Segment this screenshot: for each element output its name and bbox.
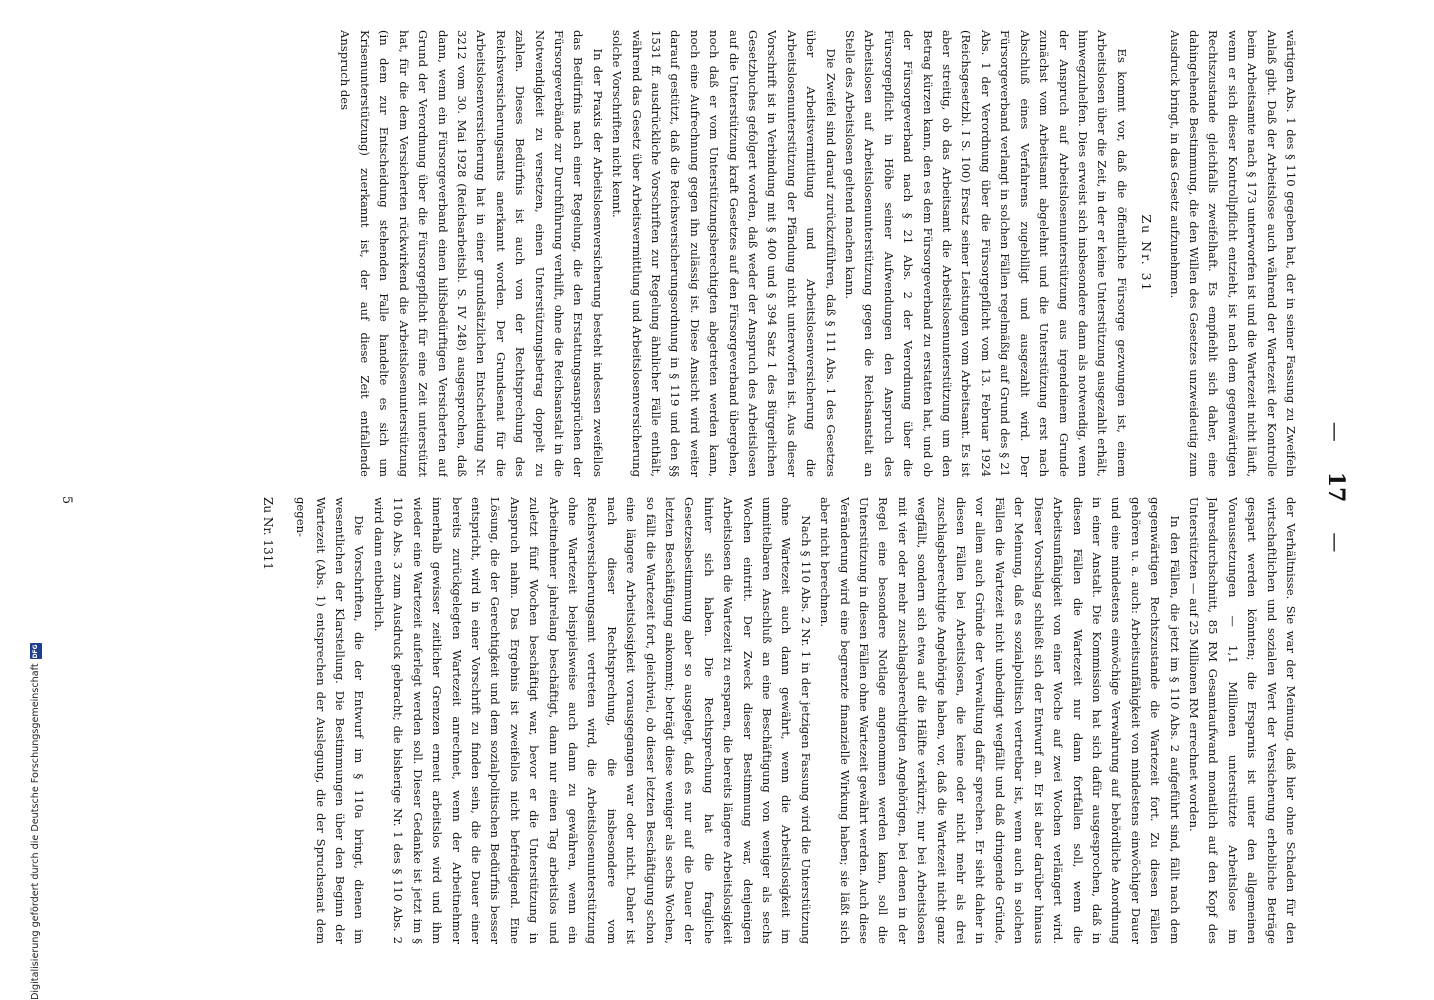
- paragraph: Die Vorschriften, die der Entwurf im § 110a bringt, dienen im wesentlichen der Klarstellung. Die Bestimmungen über den Beginn der Wartezeit (Abs. 1) entsprechen der Auslegung, die der Spruchsenat dem gegen-: [294, 497, 367, 944]
- paragraph: Nach § 110 Abs. 2 Nr. 1 in der jetzigen Fassung wird die Unterstützung ohne Wartezeit auch dann gewährt, wenn die Arbeitslosigkeit im unmittelbaren Anschluß an eine Beschäftigung von weniger als sechs Wochen eintritt. Der Zweck dieser Bestimmung war, denjenigen Arbeitslosen die Wartezeit zu ersparen, die bereits längere Arbeitslosigkeit hinter sich haben. Die Rechtsprechung hat die fragliche Gesetzesbestimmung aber so ausgelegt, daß es nur auf die Dauer der letzten Beschäftigung ankommt; beträgt diese weniger als sechs Wochen, so fällt die Wartezeit fort, gleichviel, ob dieser letzten Beschäftigung schon eine längere Arbeitslosigkeit vorausgegangen war oder nicht. Daher ist nach dieser Rechtsprechung, die insbesondere vom Reichsversicherungsamt vertreten wird, die Arbeitslosenunterstützung ohne Wartezeit beispielsweise auch dann zu gewähren, wenn ein Arbeitnehmer jahrelang beschäftigt, dann nur einen Tag arbeitslos und zuletzt fünf Wochen beschäftigt war, bevor er die Unterstützung in Anspruch nahm. Das Ergebnis ist zweifellos nicht befriedigend. Eine Lösung, die der Gerechtigkeit und dem sozialpolitischen Bedürfnis besser entspricht, wird in einer Vorschrift zu finden sein, die die Dauer einer bereits zurückgelegten Wartezeit anrechnet, wenn der Arbeitnehmer innerhalb gewisser zeitlicher Grenzen erneut arbeitslos wird und ihm wieder eine Wartezeit auferlegt werden soll. Dieser Gedanke ist jetzt im § 110b Abs. 3 zum Ausdruck gebracht; die bisherige Nr. 1 des § 110 Abs. 2 wird dann entbehrlich.: [371, 497, 813, 944]
- column-right: [110, 497, 1300, 944]
- paragraph: der Verhältnisse. Sie war der Meinung, daß hier ohne Schaden für den wirtschaftlichen und sozialen Wert der Versicherung erhebliche Beträge gespart werden könnten; die Ersparnis ist unter den allgemeinen Voraussetzungen — 1,1 Millionen unterstützte Arbeitslose im Jahresdurchschnitt, 85 RM Gesamtaufwand monatlich auf den Kopf des Unterstützten — auf 25 Millionen RM errechnet worden.: [1186, 497, 1298, 944]
- dfg-logo-icon: DFG: [30, 643, 42, 659]
- header-dash-right: —: [1324, 532, 1348, 553]
- footer-page-number: 5: [59, 495, 74, 505]
- header-dash-left: —: [1324, 421, 1348, 442]
- reference-note: Zu Nr. 1311: [260, 497, 275, 570]
- paragraph: Die Zweifel sind darauf zurückzuführen, daß § 111 Abs. 1 des Gesetzes über Arbeitsvermittlung und Arbeitslosenversicherung die Arbeitslosenunterstützung der Pfändung nicht unterworfen ist. Aus dieser Vorschrift ist in Verbindung mit § 400 und § 394 Satz 1 des Bürgerlichen Gesetzbuches gefolgert worden, daß weder der Anspruch des Arbeitslosen auf die Unterstützung kraft Gesetzes auf den Fürsorgeverband übergehen, noch daß er vom Unterstützungsberechtigten abgetreten werden kann, noch eine Aufrechnung gegen ihn zulässig ist. Diese Ansicht wird weiter darauf gestützt, daß die Reichsversicherungsordnung in § 119 und den §§ 1531 ff. ausdrückliche Vorschriften zur Regelung ähnlicher Fälle enthält, während das Gesetz über Arbeitsvermittlung und Arbeitslosenversicherung solche Vorschriften nicht kennt.: [610, 30, 838, 477]
- paragraph: wärtigen Abs. 1 des § 110 gegeben hat, der in seiner Fassung zu Zweifeln Anlaß gibt. Daß der Arbeitslose auch während der Wartezeit der Kontrolle beim Arbeitsamte nach § 173 unterworfen ist und die Wartezeit nicht läuft, wenn er sich dieser Kontrollpflicht entzieht, ist nach dem gegenwärtigen Rechtszustande gleichfalls zweifelhaft. Es empfiehlt sich daher, eine dahingehende Bestimmung, die den Willen des Gesetzes unzweideutig zum Ausdruck bringt, in das Gesetz aufzunehmen.: [1167, 30, 1298, 477]
- paragraph: In den Fällen, die jetzt im § 110 Abs. 2 aufgeführt sind, fällt nach dem gegenwärtigen Rechtszustande die Wartezeit fort. Zu diesen Fällen gehören u. a. auch: Arbeitsunfähigkeit von mindestens einwöchiger Dauer und eine mindestens einwöchige Verwahrung auf behördliche Anordnung in einer Anstalt. Die Kommission hat sich dafür ausgesprochen, daß in diesen Fällen die Wartezeit nur dann fortfallen soll, wenn die Arbeitsunfähigkeit von einer Woche auf zwei Wochen verlängert wird. Dieser Vorschlag schließt sich der Entwurf an. Er ist aber darüber hinaus der Meinung, daß es sozialpolitisch vertretbar ist, wenn auch in solchen Fällen die Wartezeit nicht unbedingt wegfällt und daß dringende Gründe, vor allem auch Gründe der Verwaltung dafür sprechen. Er sieht daher in diesen Fällen bei Arbeitslosen, die keine oder nicht mehr als drei zuschlagsberechtigte Angehörige haben, vor, daß die Wartezeit nicht ganz wegfällt, sondern sich etwa auf die Hälfte verkürzt; nur bei Arbeitslosen mit vier oder mehr zuschlagsberechtigten Angehörigen, bei denen in der Regel eine besondere Notlage angenommen werden kann, soll die Unterstützung in diesen Fällen ohne Wartezeit gewährt werden. Auch diese Veränderung wird eine begrenzte finanzielle Wirkung haben; sie läßt sich aber nicht berechnen.: [818, 497, 1182, 944]
- paragraph: In der Praxis der Arbeitslosenversicherung besteht indessen zweifellos das Bedürfnis nach einer Regelung, die den Erstattungsansprüchen der Fürsorgeverbände zur Durchführung verhilft, ohne die Reichsanstalt in die Notwendigkeit zu versetzen, einen Unterstützungsbetrag doppelt zu zahlen. Dieses Bedürfnis ist auch von der Rechtsprechung des Reichsversicherungsamts anerkannt worden. Der Grundsenat für die Arbeitslosenversicherung hat in einer grundsätzlichen Entscheidung Nr. 3212 vom 30. Mai 1928 (Reichsarbeitsbl. S. IV 248) ausgesprochen, daß dann, wenn ein Fürsorgeverband einen hilfsbedürftigen Versicherten auf Grund der Verordnung über die Fürsorgepflicht für eine Zeit unterstützt hat, für die dem Versicherten rückwirkend die Arbeitslosenunterstützung (in dem zur Entscheidung stehenden Falle handelte es sich um Krisenunterstützung) zuerkannt ist, der auf diese Zeit entfallende Anspruch des: [338, 30, 605, 477]
- page-number: 17: [1323, 471, 1349, 503]
- dfg-funding-text: Digitalisierung gefördert durch die Deutsche Forschungsgemeinschaft: [30, 663, 41, 1000]
- section-heading: Zu Nr. 31: [1139, 214, 1155, 293]
- dfg-funding-note: [0, 600, 41, 1000]
- page-header: [1306, 30, 1366, 944]
- paragraph: Es kommt vor, daß die öffentliche Fürsorge gezwungen ist, einem Arbeitslosen über die Zeit, in der er keine Unterstützung ausgezahlt erhält, hinwegzuhelfen. Dies erweist sich insbesondere dann als notwendig, wenn der Anspruch auf Arbeitslosenunterstützung aus irgendeinem Grunde zunächst vom Arbeitsamt abgelehnt und die Unterstützung erst nach Abschluß eines Verfahrens zugebilligt und ausgezahlt wird. Der Fürsorgeverband verlangt in solchen Fällen regelmäßig auf Grund des § 21 Abs. 1 der Verordnung über die Fürsorgepflicht vom 13. Februar 1924 (Reichsgesetzbl. I S. 100) Ersatz seiner Leistungen vom Arbeitsamt. Es ist aber streitig, ob das Arbeitsamt die Arbeitslosenunterstützung um den Betrag kürzen kann, den es dem Fürsorgeverband zu erstatten hat, und ob der Fürsorgeverband nach § 21 Abs. 2 der Verordnung über die Fürsorgepflicht in Höhe seiner Aufwendungen den Anspruch des Arbeitslosen auf Arbeitslosenunterstützung gegen die Reichsanstalt an Stelle des Arbeitslosen geltend machen kann.: [843, 30, 1129, 477]
- text-columns: [110, 30, 1300, 944]
- column-left: [110, 30, 1300, 477]
